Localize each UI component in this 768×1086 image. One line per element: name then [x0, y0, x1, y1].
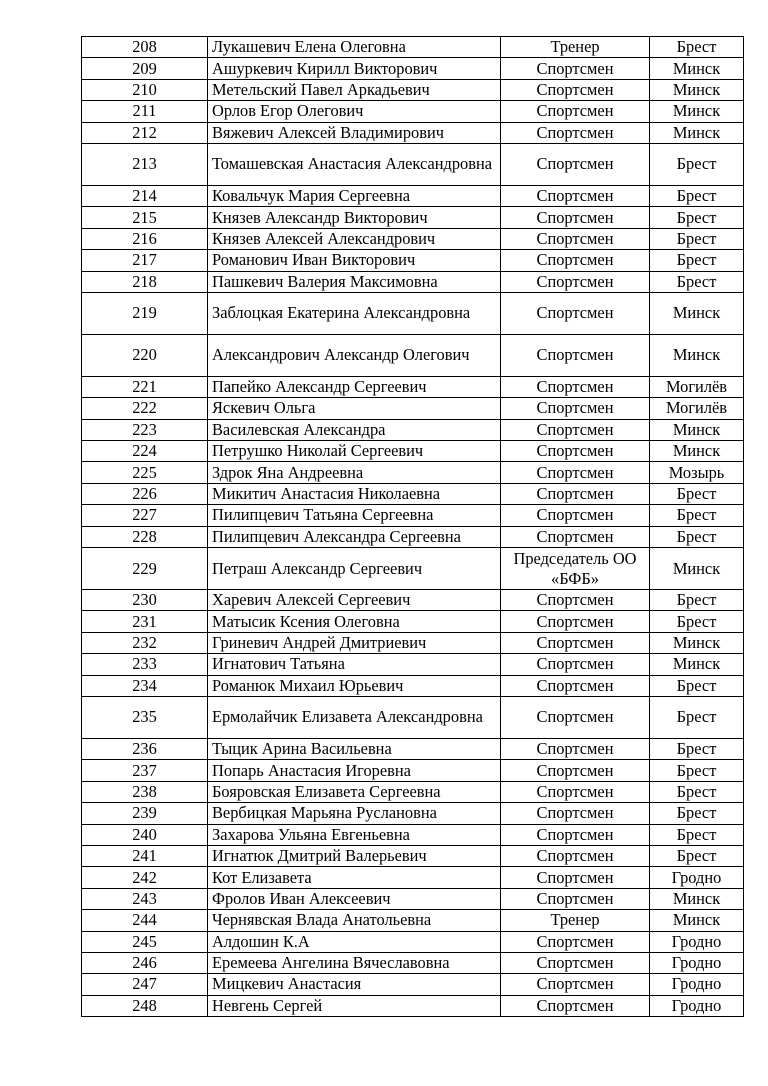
person-name: Микитич Анастасия Николаевна — [208, 483, 501, 504]
participants-table — [81, 36, 744, 1017]
table-row — [82, 228, 744, 249]
row-number: 219 — [82, 292, 208, 334]
row-number: 241 — [82, 845, 208, 866]
person-city: Брест — [650, 228, 744, 249]
person-name: Ашуркевич Кирилл Викторович — [208, 58, 501, 79]
person-name: Попарь Анастасия Игоревна — [208, 760, 501, 781]
person-name: Метельский Павел Аркадьевич — [208, 79, 501, 100]
table-row — [82, 526, 744, 547]
person-city: Гродно — [650, 867, 744, 888]
person-name: Орлов Егор Олегович — [208, 101, 501, 122]
table-row — [82, 845, 744, 866]
person-role: Спортсмен — [501, 398, 650, 419]
table-row — [82, 867, 744, 888]
participants-table-body — [82, 37, 744, 1017]
person-city: Брест — [650, 143, 744, 185]
row-number: 246 — [82, 952, 208, 973]
row-number: 244 — [82, 910, 208, 931]
table-row — [82, 483, 744, 504]
row-number: 216 — [82, 228, 208, 249]
table-row — [82, 79, 744, 100]
person-role: Спортсмен — [501, 696, 650, 738]
person-city: Минск — [650, 910, 744, 931]
person-city: Брест — [650, 526, 744, 547]
person-role: Спортсмен — [501, 250, 650, 271]
person-city: Мозырь — [650, 462, 744, 483]
table-row — [82, 101, 744, 122]
person-role: Спортсмен — [501, 974, 650, 995]
row-number: 212 — [82, 122, 208, 143]
person-name: Романюк Михаил Юрьевич — [208, 675, 501, 696]
person-name: Заблоцкая Екатерина Александровна — [208, 292, 501, 334]
table-row — [82, 398, 744, 419]
person-name: Алдошин К.А — [208, 931, 501, 952]
person-name: Гриневич Андрей Дмитриевич — [208, 632, 501, 653]
person-role: Спортсмен — [501, 760, 650, 781]
person-name: Вяжевич Алексей Владимирович — [208, 122, 501, 143]
table-row — [82, 675, 744, 696]
person-name: Лукашевич Елена Олеговна — [208, 37, 501, 58]
person-city: Брест — [650, 483, 744, 504]
person-name: Ковальчук Мария Сергеевна — [208, 185, 501, 206]
person-city: Брест — [650, 845, 744, 866]
row-number: 221 — [82, 376, 208, 397]
person-city: Могилёв — [650, 398, 744, 419]
person-role: Тренер — [501, 910, 650, 931]
person-city: Брест — [650, 207, 744, 228]
person-city: Могилёв — [650, 376, 744, 397]
row-number: 228 — [82, 526, 208, 547]
table-row — [82, 143, 744, 185]
person-role: Спортсмен — [501, 441, 650, 462]
person-city: Брест — [650, 760, 744, 781]
row-number: 224 — [82, 441, 208, 462]
row-number: 214 — [82, 185, 208, 206]
person-city: Минск — [650, 654, 744, 675]
row-number: 240 — [82, 824, 208, 845]
person-name: Тыцик Арина Васильевна — [208, 738, 501, 759]
person-city: Минск — [650, 419, 744, 440]
person-role: Спортсмен — [501, 185, 650, 206]
person-city: Гродно — [650, 952, 744, 973]
person-role: Спортсмен — [501, 79, 650, 100]
row-number: 220 — [82, 334, 208, 376]
person-role: Спортсмен — [501, 952, 650, 973]
person-city: Гродно — [650, 974, 744, 995]
row-number: 245 — [82, 931, 208, 952]
row-number: 215 — [82, 207, 208, 228]
person-city: Брест — [650, 185, 744, 206]
person-name: Игнатович Татьяна — [208, 654, 501, 675]
person-role: Спортсмен — [501, 824, 650, 845]
person-city: Минск — [650, 101, 744, 122]
person-city: Брест — [650, 505, 744, 526]
person-city: Минск — [650, 888, 744, 909]
person-role: Спортсмен — [501, 867, 650, 888]
row-number: 208 — [82, 37, 208, 58]
person-role: Спортсмен — [501, 207, 650, 228]
person-role: Спортсмен — [501, 675, 650, 696]
table-row — [82, 334, 744, 376]
table-row — [82, 995, 744, 1016]
person-name: Василевская Александра — [208, 419, 501, 440]
person-city: Брест — [650, 590, 744, 611]
person-city: Минск — [650, 122, 744, 143]
person-role: Спортсмен — [501, 781, 650, 802]
person-role: Спортсмен — [501, 888, 650, 909]
table-row — [82, 632, 744, 653]
row-number: 223 — [82, 419, 208, 440]
person-city: Брест — [650, 250, 744, 271]
row-number: 230 — [82, 590, 208, 611]
person-name: Пашкевич Валерия Максимовна — [208, 271, 501, 292]
person-role: Спортсмен — [501, 654, 650, 675]
table-row — [82, 250, 744, 271]
person-name: Невгень Сергей — [208, 995, 501, 1016]
person-name: Кот Елизавета — [208, 867, 501, 888]
table-row — [82, 505, 744, 526]
person-name: Яскевич Ольга — [208, 398, 501, 419]
person-city: Брест — [650, 803, 744, 824]
person-role: Спортсмен — [501, 931, 650, 952]
row-number: 236 — [82, 738, 208, 759]
person-name: Бояровская Елизавета Сергеевна — [208, 781, 501, 802]
person-role: Спортсмен — [501, 526, 650, 547]
person-city: Брест — [650, 611, 744, 632]
person-role: Спортсмен — [501, 228, 650, 249]
person-role: Спортсмен — [501, 58, 650, 79]
table-row — [82, 376, 744, 397]
person-role: Спортсмен — [501, 505, 650, 526]
person-role: Спортсмен — [501, 995, 650, 1016]
table-row — [82, 781, 744, 802]
table-row — [82, 952, 744, 973]
row-number: 225 — [82, 462, 208, 483]
person-city: Брест — [650, 781, 744, 802]
person-name: Томашевская Анастасия Александровна — [208, 143, 501, 185]
row-number: 213 — [82, 143, 208, 185]
table-row — [82, 696, 744, 738]
person-role: Спортсмен — [501, 590, 650, 611]
person-city: Минск — [650, 79, 744, 100]
table-row — [82, 271, 744, 292]
person-name: Петраш Александр Сергеевич — [208, 548, 501, 590]
person-city: Минск — [650, 548, 744, 590]
row-number: 233 — [82, 654, 208, 675]
person-city: Брест — [650, 675, 744, 696]
row-number: 239 — [82, 803, 208, 824]
row-number: 217 — [82, 250, 208, 271]
person-role: Спортсмен — [501, 292, 650, 334]
table-row — [82, 910, 744, 931]
person-name: Князев Александр Викторович — [208, 207, 501, 228]
person-city: Брест — [650, 738, 744, 759]
row-number: 209 — [82, 58, 208, 79]
row-number: 232 — [82, 632, 208, 653]
table-row — [82, 548, 744, 590]
table-row — [82, 824, 744, 845]
person-role: Спортсмен — [501, 101, 650, 122]
row-number: 231 — [82, 611, 208, 632]
person-name: Чернявская Влада Анатольевна — [208, 910, 501, 931]
row-number: 229 — [82, 548, 208, 590]
person-role: Спортсмен — [501, 143, 650, 185]
row-number: 247 — [82, 974, 208, 995]
table-row — [82, 122, 744, 143]
table-row — [82, 58, 744, 79]
table-row — [82, 441, 744, 462]
table-row — [82, 611, 744, 632]
table-row — [82, 590, 744, 611]
row-number: 222 — [82, 398, 208, 419]
person-name: Ермолайчик Елизавета Александровна — [208, 696, 501, 738]
person-city: Минск — [650, 58, 744, 79]
person-city: Брест — [650, 824, 744, 845]
person-name: Князев Алексей Александрович — [208, 228, 501, 249]
row-number: 218 — [82, 271, 208, 292]
person-name: Игнатюк Дмитрий Валерьевич — [208, 845, 501, 866]
person-role: Спортсмен — [501, 738, 650, 759]
row-number: 248 — [82, 995, 208, 1016]
person-role: Спортсмен — [501, 803, 650, 824]
person-role: Спортсмен — [501, 376, 650, 397]
person-name: Еремеева Ангелина Вячеславовна — [208, 952, 501, 973]
table-row — [82, 738, 744, 759]
row-number: 211 — [82, 101, 208, 122]
person-role: Председатель ОО «БФБ» — [501, 548, 650, 590]
person-city: Минск — [650, 292, 744, 334]
row-number: 235 — [82, 696, 208, 738]
person-name: Пилипцевич Татьяна Сергеевна — [208, 505, 501, 526]
person-role: Тренер — [501, 37, 650, 58]
person-name: Харевич Алексей Сергеевич — [208, 590, 501, 611]
table-row — [82, 931, 744, 952]
row-number: 238 — [82, 781, 208, 802]
row-number: 234 — [82, 675, 208, 696]
person-name: Пилипцевич Александра Сергеевна — [208, 526, 501, 547]
table-row — [82, 654, 744, 675]
person-name: Мицкевич Анастасия — [208, 974, 501, 995]
person-role: Спортсмен — [501, 462, 650, 483]
person-name: Александрович Александр Олегович — [208, 334, 501, 376]
person-role: Спортсмен — [501, 122, 650, 143]
person-name: Матысик Ксения Олеговна — [208, 611, 501, 632]
person-role: Спортсмен — [501, 271, 650, 292]
person-city: Гродно — [650, 995, 744, 1016]
row-number: 242 — [82, 867, 208, 888]
table-row — [82, 462, 744, 483]
table-row — [82, 803, 744, 824]
person-role: Спортсмен — [501, 611, 650, 632]
person-city: Брест — [650, 271, 744, 292]
row-number: 243 — [82, 888, 208, 909]
table-row — [82, 888, 744, 909]
person-role: Спортсмен — [501, 334, 650, 376]
person-city: Минск — [650, 632, 744, 653]
person-role: Спортсмен — [501, 419, 650, 440]
person-name: Фролов Иван Алексеевич — [208, 888, 501, 909]
person-name: Романович Иван Викторович — [208, 250, 501, 271]
table-row — [82, 419, 744, 440]
row-number: 226 — [82, 483, 208, 504]
table-row — [82, 185, 744, 206]
row-number: 210 — [82, 79, 208, 100]
row-number: 237 — [82, 760, 208, 781]
person-city: Гродно — [650, 931, 744, 952]
person-city: Брест — [650, 37, 744, 58]
table-row — [82, 37, 744, 58]
table-row — [82, 207, 744, 228]
table-row — [82, 292, 744, 334]
row-number: 227 — [82, 505, 208, 526]
table-row — [82, 760, 744, 781]
person-role: Спортсмен — [501, 845, 650, 866]
person-name: Здрок Яна Андреевна — [208, 462, 501, 483]
person-role: Спортсмен — [501, 632, 650, 653]
person-role: Спортсмен — [501, 483, 650, 504]
person-city: Минск — [650, 334, 744, 376]
person-name: Вербицкая Марьяна Руслановна — [208, 803, 501, 824]
person-name: Папейко Александр Сергеевич — [208, 376, 501, 397]
person-city: Брест — [650, 696, 744, 738]
person-city: Минск — [650, 441, 744, 462]
person-name: Захарова Ульяна Евгеньевна — [208, 824, 501, 845]
person-name: Петрушко Николай Сергеевич — [208, 441, 501, 462]
table-row — [82, 974, 744, 995]
